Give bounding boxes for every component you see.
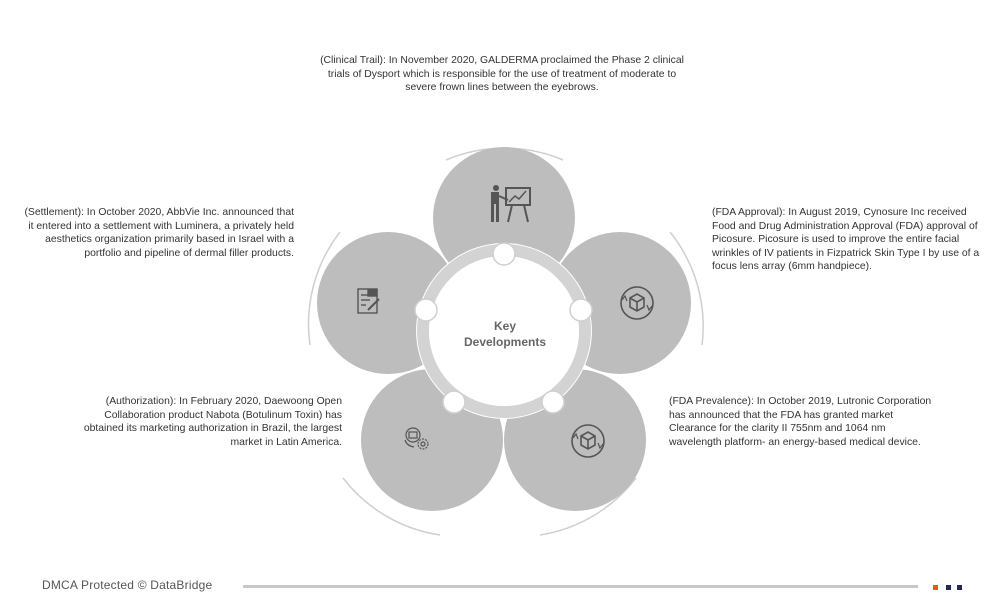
text-fda-approval: (FDA Approval): In August 2019, Cynosure Inc received Food and Drug Administration Approval (FDA) approval of Picosure. Picosure is used to improve the entire facial wrinkles of IV patients in Fizpatrick Skin Type I by use of a focus lens array (6mm handpiece).	[712, 207, 980, 273]
text-settlement: (Settlement): In October 2020, AbbVie Inc. announced that it entered into a settlement with Luminera, a privately held aesthetics organization primarily based in Israel with a portfolio and pipeline of dermal filler products.	[24, 207, 294, 259]
footer-square-2	[946, 585, 951, 590]
center-label-line2: Developments	[463, 335, 547, 349]
center-label-line1: Key	[493, 319, 517, 333]
footer-square-1	[933, 585, 938, 590]
text-fda-prevalence: (FDA Prevalence): In October 2019, Lutronic Corporation has announced that the FDA has granted market Clearance for the clarity II 755nm and 1064 nm wavelength platform- an energy-based medical device.	[669, 396, 932, 448]
footer-square-3	[957, 585, 962, 590]
footer-copyright: DMCA Protected © DataBridge	[42, 578, 213, 592]
footer-divider	[243, 585, 918, 588]
text-authorization: (Authorization): In February 2020, Daewoong Open Collaboration product Nabota (Botulinum Toxin) has obtained its marketing authorization in Brazil, the largest market in Latin America.	[83, 396, 342, 448]
text-clinical-trial: (Clinical Trail): In November 2020, GALDERMA proclaimed the Phase 2 clinical trials of Dysport which is responsible for the use of treatment of moderate to severe frown lines between the eyebrows.	[320, 55, 684, 94]
